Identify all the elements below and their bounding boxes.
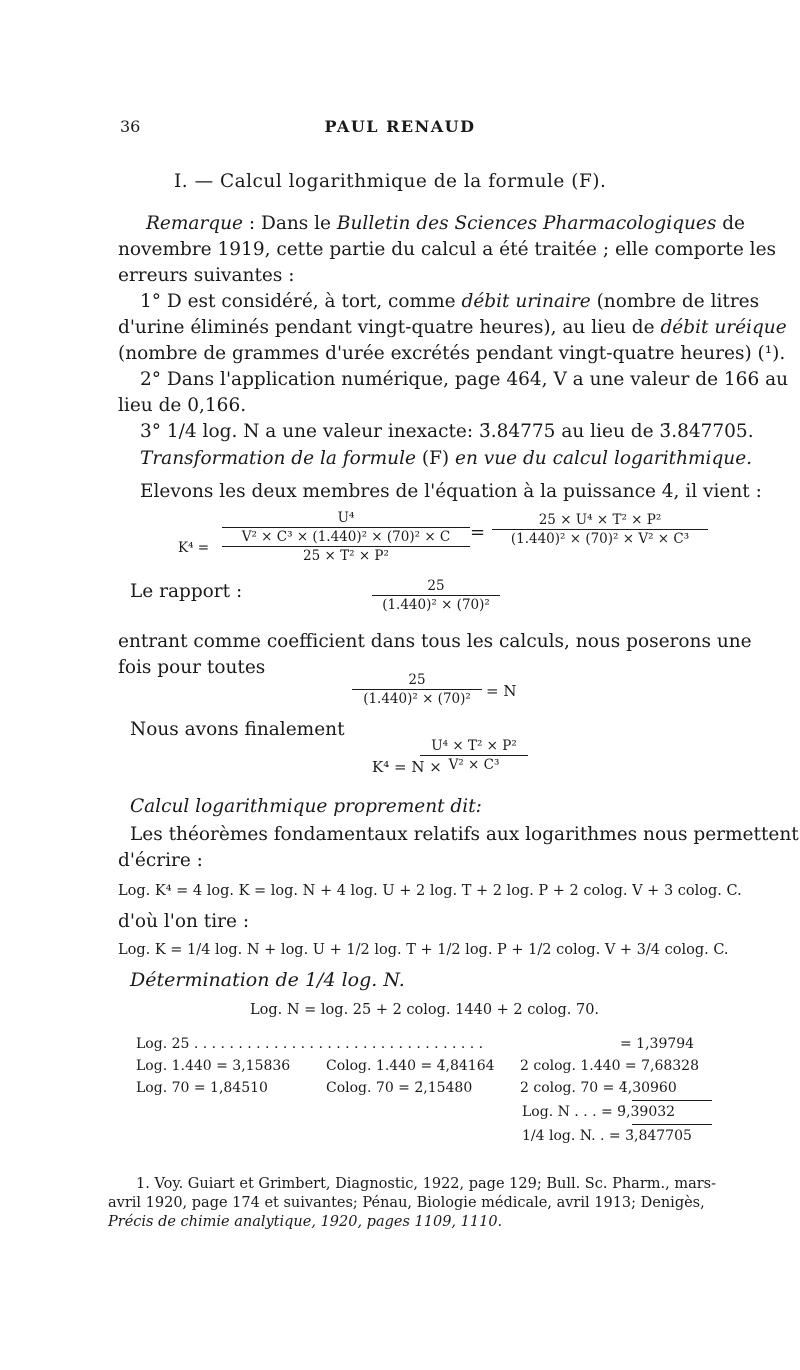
k4-lhs: K⁴ = <box>178 540 210 556</box>
section-title: I. — Calcul logarithmique de la formule (F). <box>174 171 607 192</box>
k-final-fraction <box>420 738 528 773</box>
result-rule <box>632 1124 712 1125</box>
sum-rule <box>632 1100 712 1101</box>
remark-line-2: novembre 1919, cette partie du calcul a été traitée ; elle comporte les <box>118 239 777 260</box>
page-number: 36 <box>120 117 141 136</box>
compound-fraction <box>222 510 470 564</box>
two-colog-70: 2 colog. 70 = 4̄,30960 <box>520 1080 677 1096</box>
quarter-log-n-result: 1/4 log. N. . = 3̄,847705 <box>522 1128 692 1144</box>
compound-denominator: 25 × T² × P² <box>303 548 389 564</box>
calcul-line-3: d'où l'on tire : <box>118 911 250 932</box>
transformation-line-4: Nous avons finalement <box>130 719 345 740</box>
footnote-line-3: Précis de chimie analytique, 1920, pages 1109, 1110. <box>108 1214 503 1230</box>
log-25-label: Log. 25 . . . . . . . . . . . . . . . . . . . . . . . . . . . . . . . . . <box>136 1036 484 1052</box>
remark-line-5: d'urine éliminés pendant vingt-quatre heures), au lieu de débit uréique <box>118 317 787 338</box>
transformation-line-2: entrant comme coefficient dans tous les calculs, nous poserons une <box>118 631 752 652</box>
remark-line-4: 1° D est considéré, à tort, comme débit urinaire (nombre de litres <box>140 291 760 312</box>
k-final-numerator: U⁴ × T² × P² <box>431 738 517 754</box>
n-numerator: 25 <box>408 672 426 688</box>
log-1440: Log. 1.440 = 3,15836 <box>136 1058 291 1074</box>
footnote-line-1: 1. Voy. Guiart et Grimbert, Diagnostic, 1922, page 129; Bull. Sc. Pharm., mars- <box>136 1176 716 1192</box>
calcul-line-1: Les théorèmes fondamentaux relatifs aux logarithmes nous permettent <box>130 824 799 845</box>
simplified-numerator: 25 × U⁴ × T² × P² <box>538 512 662 528</box>
rapport-fraction <box>372 578 500 613</box>
compound-outer-numerator: U⁴ <box>337 510 355 526</box>
equation-log-k4: Log. K⁴ = 4 log. K = log. N + 4 log. U + 2 log. T + 2 log. P + 2 colog. V + 3 colog. C. <box>118 883 742 899</box>
n-fraction <box>352 672 482 707</box>
rapport-denominator: (1.440)² × (70)² <box>382 597 490 613</box>
calcul-line-2: d'écrire : <box>118 850 203 871</box>
remark-line-1: Remarque : Dans le Bulletin des Sciences Pharmacologiques de <box>146 213 745 234</box>
k-final-lhs: K⁴ = N × <box>372 758 442 776</box>
n-definition-rhs: = N <box>486 682 517 700</box>
remark-line-9: 3° 1/4 log. N a une valeur inexacte: 3̄.84775 au lieu de 3̄.847705. <box>140 421 754 442</box>
footnote-line-2: avril 1920, page 174 et suivantes; Pénau, Biologie médicale, avril 1913; Denigès, <box>108 1195 705 1211</box>
running-title: PAUL RENAUD <box>324 117 476 136</box>
transformation-line-3: fois pour toutes <box>118 657 266 678</box>
compound-inner-numerator: V² × C³ × (1.440)² × (70)² × C <box>241 529 451 545</box>
remark-line-7: 2° Dans l'application numérique, page 464, V a une valeur de 166 au <box>140 369 789 390</box>
colog-70: Colog. 70 = 2̄,15480 <box>326 1080 473 1096</box>
equals-sign: = <box>470 522 486 543</box>
k-final-denominator: V² × C³ <box>448 757 500 773</box>
remark-line-3: erreurs suivantes : <box>118 265 295 286</box>
log-25-value: = 1,39794 <box>620 1036 695 1052</box>
two-colog-1440: 2 colog. 1.440 = 7̄,68328 <box>520 1058 699 1074</box>
log-70: Log. 70 = 1,84510 <box>136 1080 268 1096</box>
rapport-label: Le rapport : <box>130 581 243 602</box>
remark-line-6: (nombre de grammes d'urée excrétés pendant vingt-quatre heures) (¹). <box>118 343 786 364</box>
colog-1440: Colog. 1.440 = 4̄,84164 <box>326 1058 495 1074</box>
transformation-line-1: Elevons les deux membres de l'équation à la puissance 4, il vient : <box>140 481 762 502</box>
calcul-title: Calcul logarithmique proprement dit: <box>130 796 482 817</box>
equation-log-k: Log. K = 1/4 log. N + log. U + 1/2 log. T + 1/2 log. P + 1/2 colog. V + 3/4 colog. C. <box>118 942 729 958</box>
rapport-numerator: 25 <box>427 578 445 594</box>
determination-equation: Log. N = log. 25 + 2 colog. 1440 + 2 colog. 70. <box>250 1002 600 1018</box>
remark-line-8: lieu de 0,166. <box>118 395 247 416</box>
determination-title: Détermination de 1/4 log. N. <box>130 969 405 991</box>
transformation-title: Transformation de la formule (F) en vue du calcul logarithmique. <box>140 448 753 469</box>
n-denominator: (1.440)² × (70)² <box>363 691 471 707</box>
log-n-result: Log. N . . . = 9̄,39032 <box>522 1104 676 1120</box>
simplified-denominator: (1.440)² × (70)² × V² × C³ <box>510 531 690 547</box>
simplified-fraction <box>492 512 708 547</box>
